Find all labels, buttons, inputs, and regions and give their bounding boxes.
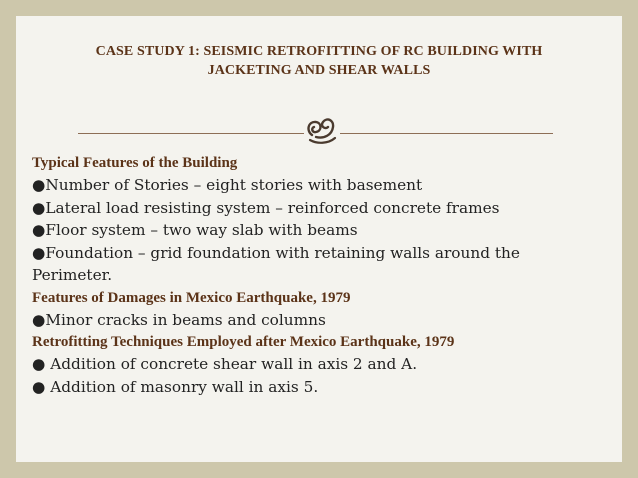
list-item: ●Number of Stories – eight stories with basement	[32, 176, 423, 194]
list-item: ●Minor cracks in beams and columns	[32, 310, 326, 329]
list-item: ●Foundation – grid foundation with retaining walls around the Perimeter.	[32, 243, 520, 284]
list-item: ● Addition of masonry wall in axis 5.	[32, 377, 319, 396]
section-heading-retrofitting: Retrofitting Techniques Employed after Mexico Earthquake, 1979	[32, 334, 455, 350]
section-heading-damages: Features of Damages in Mexico Earthquake, 1979	[32, 289, 351, 306]
list-item: ● Addition of concrete shear wall in axis 2 and A.	[32, 355, 418, 373]
slide-title	[20, 42, 618, 80]
slide-body	[32, 152, 612, 398]
list-item: ●Lateral load resisting system – reinforced concrete frames	[32, 198, 500, 217]
list-item: ●Floor system – two way slab with beams	[32, 221, 358, 239]
divider-left	[78, 133, 304, 134]
section-heading-building: Typical Features of the Building	[32, 155, 238, 171]
slide-title-line-2: JACKETING AND SHEAR WALLS	[207, 63, 431, 78]
slide-title-line-1: CASE STUDY 1: SEISMIC RETROFITTING OF RC BUILDING WITH	[95, 44, 543, 59]
divider-right	[340, 133, 553, 134]
flourish-icon	[302, 113, 340, 147]
